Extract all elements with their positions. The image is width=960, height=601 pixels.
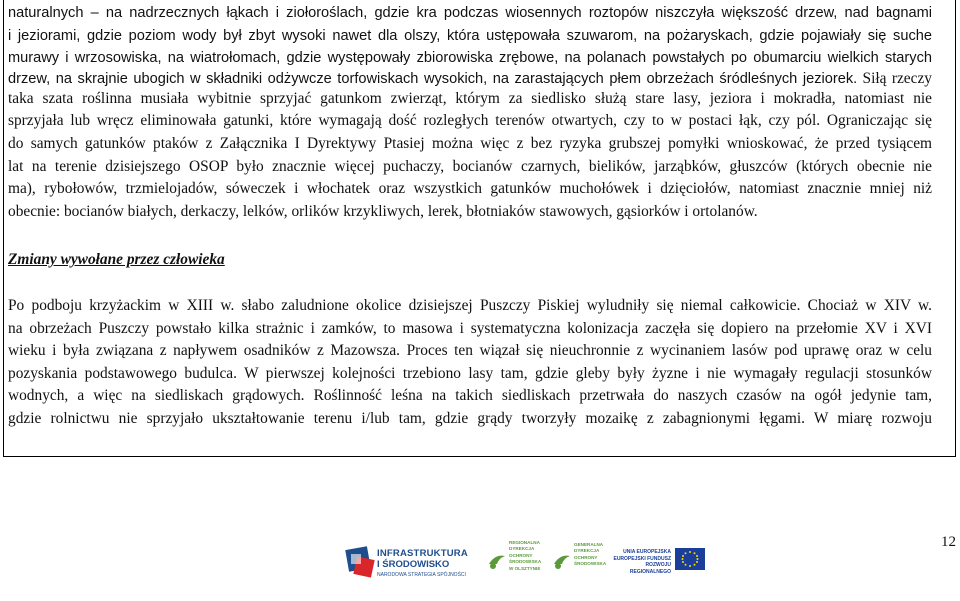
rdos-logo [485, 538, 542, 588]
rdos-text-4: ŚRODOWISKA [509, 559, 542, 565]
rdos-text-5: W OLSZTYNIE [509, 565, 541, 571]
p1-line-4 [8, 70, 932, 88]
paragraph-human-changes [8, 295, 932, 431]
gdos-text-4: ŚRODOWISKA [574, 561, 607, 567]
eu-text-1: UNIA EUROPEJSKA [623, 549, 671, 555]
p1-line-6: sprzyjała lub wręcz eliminowała gatunki, które wymagają dość rozległych terenów otwartych, czy to w postaci łąk, czy pól. Ograniczając się [8, 112, 932, 130]
gdos-logo [550, 538, 605, 588]
eu-text-3: ROZWOJU REGIONALNEGO [629, 562, 671, 575]
rdos-text-1: REGIONALNA [509, 540, 540, 545]
eu-flag-icon [675, 548, 705, 570]
eu-text-2: EUROPEJSKI FUNDUSZ [613, 555, 671, 562]
page-number: 12 [941, 534, 956, 550]
infra-text-2: I ŚRODOWISKO [377, 559, 450, 570]
p1-line-4-serif: Siłą rzeczy [857, 69, 932, 87]
p2-line-4: pozyskania podstawowego budulca. W pierwszej kolejności trzebiono lasy tam, gdzie gleby były żyzne i nie wymagały regulacji stosunków [8, 364, 932, 382]
p2-line-1: Po podboju krzyżackim w XIII w. słabo zaludnione okolice dzisiejszej Puszczy Piskiej wyludniły się niemal całkowicie. Chociaż w XIV w. [8, 297, 932, 314]
gdos-bird-icon [552, 552, 572, 570]
gdos-text-1: GENERALNA [574, 542, 604, 547]
p1-line-1: naturalnych – na nadrzecznych łąkach i ziołoroślach, gdzie kra podczas wiosennych roztopów niszczyła większość drzew, nad bagnami [8, 5, 932, 21]
p1-line-10: obecnie: bocianów białych, derkaczy, lelków, orlików krzykliwych, lerek, błotniaków stawowych, gąsiorków i ortolanów. [8, 202, 758, 220]
gdos-text-2: DYREKCJA [574, 548, 600, 554]
p1-line-9: ma), rybołowów, trzmielojadów, sóweczek i włochatek oraz wszystkich gatunków muchołówek i dzięciołów, natomiast znacznie mniej niż [8, 180, 932, 198]
eu-logo [613, 548, 705, 584]
p1-line-2: i jeziorami, gdzie poziom wody był zbyt wysoki nawet dla olszy, która ustępowała szuwarom, na pożaryskach, gdzie pojawiały się suche [8, 27, 932, 44]
rdos-text-2: DYREKCJA [509, 546, 535, 552]
infra-text-3: NARODOWA STRATEGIA SPÓJNOŚCI [377, 572, 466, 578]
infra-text-1: INFRASTRUKTURA [377, 548, 468, 559]
infrastruktura-emblem-icon [345, 542, 377, 582]
p1-line-8: lat na terenie dzisiejszego OSOP było znacznie więcej puchaczy, bocianów czarnych, bielików, jarząbków, głuszców (których obecnie nie [8, 157, 932, 175]
section-heading: Zmiany wywołane przez człowieka [8, 251, 225, 268]
rdos-bird-icon [487, 552, 507, 570]
funding-logos [345, 538, 705, 588]
p1-line-4-sans: drzew, na skrajnie ubogich w składniki odżywcze torfowiskach wysokich, na zarastających płem obrzeżach śródleśnych jeziorek. [8, 70, 858, 87]
rdos-text-3: OCHRONY [509, 552, 533, 558]
paragraph-natural-habitats [8, 2, 932, 223]
p1-line-3: murawy i wrzosowiska, na wiatrołomach, gdzie występowały zbiorowiska zrębowe, na polanach powstałych po obumarciu wielkich starych [8, 50, 932, 67]
gdos-text-3: OCHRONY [574, 554, 598, 560]
p1-line-5: taka szata roślinna musiała wybitnie sprzyjać gatunkom zwierząt, którym za siedlisko służą stare lasy, jeziora i mokradła, natomiast nie [8, 89, 932, 107]
p2-line-3: wieku i była związana z napływem osadników z Mazowsza. Proces ten wiązał się nieuchronnie z wycinaniem lasów pod uprawę oraz w celu [8, 342, 932, 360]
p2-line-2: na obrzeżach Puszczy powstało kilka strażnic i zamków, to masowa i systematyczna kolonizacja zaczęła się dopiero na przełomie XV i XVI [8, 319, 932, 337]
p2-line-5: wodnych, a więc na siedliskach grądowych. Roślinność leśna na takich siedliskach przetrwała do naszych czasów na ogół jedynie tam, [8, 387, 932, 405]
infrastruktura-logo [345, 542, 470, 586]
p2-line-6: gdzie rolnictwu nie sprzyjało ukształtowanie terenu i/lub tam, gdzie grądy tworzyły mozaikę z zabagnionymi łęgami. W miarę rozwoju [8, 409, 932, 427]
p1-line-7: do samych gatunków ptaków z Załącznika I Dyrektywy Ptasiej można więc z bez ryzyka grubszej pomyłki wnioskować, że przed tysiącem [8, 134, 932, 152]
